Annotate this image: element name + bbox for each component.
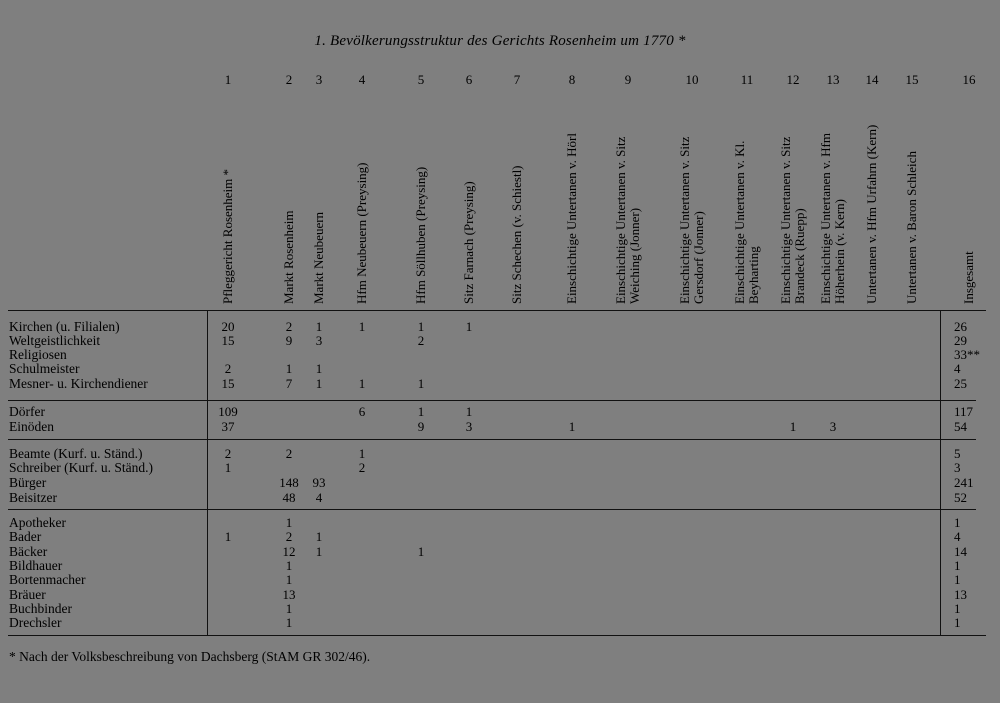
- table-rule: [8, 635, 986, 636]
- column-header: [565, 133, 579, 304]
- column-header-line: Sitz Schechen (v. Schiestl): [509, 165, 524, 304]
- column-header-line: Einschichtige Untertanen v. Sitz: [778, 136, 793, 304]
- table-cell: 37: [221, 419, 235, 434]
- total-cell: 1: [954, 558, 961, 573]
- row-label: Drechsler: [9, 615, 62, 630]
- column-header: [678, 137, 706, 304]
- table-cell: 1: [417, 376, 425, 391]
- table-cell: 1: [358, 319, 366, 334]
- table-cell: 48: [282, 490, 296, 505]
- column-number: 3: [315, 72, 323, 87]
- column-header: [733, 141, 761, 304]
- table-cell: 2: [285, 319, 293, 334]
- row-label: Bortenmacher: [9, 572, 86, 587]
- row-label: Bürger: [9, 475, 47, 490]
- table-cell: 2: [224, 446, 232, 461]
- row-label: Bader: [9, 529, 42, 544]
- table-cell: 109: [218, 404, 238, 419]
- row-label: Bäcker: [9, 544, 48, 559]
- total-cell: 52: [954, 490, 967, 505]
- table-cell: 1: [224, 460, 232, 475]
- table-cell: 1: [417, 544, 425, 559]
- column-number: 7: [513, 72, 521, 87]
- table-cell: 1: [568, 419, 576, 434]
- table-cell: 1: [285, 361, 293, 376]
- column-header: [510, 165, 524, 304]
- table-cell: 4: [315, 490, 323, 505]
- table-rule: [8, 509, 976, 510]
- row-label: Beisitzer: [9, 490, 57, 505]
- column-number: 15: [905, 72, 919, 87]
- row-label: Bräuer: [9, 587, 46, 602]
- total-cell: 4: [954, 529, 961, 544]
- table-cell: 1: [224, 529, 232, 544]
- row-label: Dörfer: [9, 404, 45, 419]
- table-cell: 1: [358, 376, 366, 391]
- table-cell: 1: [285, 572, 293, 587]
- table-cell: 3: [829, 419, 837, 434]
- column-header-line: Hfm Söllhuben (Preysing): [413, 166, 428, 304]
- table-cell: 1: [315, 361, 323, 376]
- table-cell: 12: [282, 544, 296, 559]
- table-cell: 1: [417, 404, 425, 419]
- table-cell: 15: [221, 333, 235, 348]
- column-header: [282, 210, 296, 304]
- row-label: Bildhauer: [9, 558, 63, 573]
- column-number: 6: [465, 72, 473, 87]
- total-cell: 29: [954, 333, 967, 348]
- row-label: Schulmeister: [9, 361, 80, 376]
- column-header: [779, 137, 807, 304]
- table-cell: 1: [358, 446, 366, 461]
- column-header-line: Einschichtige Untertanen v. Sitz: [677, 136, 692, 304]
- row-label: Apotheker: [9, 515, 66, 530]
- row-label: Buchbinder: [9, 601, 72, 616]
- table-cell: 1: [465, 404, 473, 419]
- column-header-line: Beyharting: [746, 246, 761, 304]
- row-label: Religiosen: [9, 347, 67, 362]
- column-header-line: Weiching (Jonner): [627, 207, 642, 304]
- table-cell: 2: [285, 446, 293, 461]
- total-cell: 26: [954, 319, 967, 334]
- table-cell: 9: [417, 419, 425, 434]
- column-header: [905, 151, 919, 304]
- table-rule: [8, 439, 976, 440]
- total-cell: 1: [954, 615, 961, 630]
- column-number: 8: [568, 72, 576, 87]
- table-cell: 20: [221, 319, 235, 334]
- table-cell: 1: [285, 601, 293, 616]
- column-header-line: Untertanen v. Baron Schleich: [904, 151, 919, 304]
- table-cell: 2: [224, 361, 232, 376]
- column-header-line: Einschichtige Untertanen v. Kl.: [732, 140, 747, 304]
- row-label: Kirchen (u. Filialen): [9, 319, 120, 334]
- column-header-line: Sitz Farnach (Preysing): [461, 181, 476, 304]
- table-cell: 3: [465, 419, 473, 434]
- table-cell: 1: [465, 319, 473, 334]
- column-header: [312, 212, 326, 304]
- total-cell: 13: [954, 587, 967, 602]
- total-cell: 33**: [954, 347, 980, 362]
- column-header: [414, 167, 428, 304]
- row-label: Schreiber (Kurf. u. Ständ.): [9, 460, 153, 475]
- column-header-line: Höherhein (v. Kern): [832, 199, 847, 304]
- column-header-line: Untertanen v. Hfm Urfahrn (Kern): [864, 124, 879, 304]
- table-cell: 13: [282, 587, 296, 602]
- total-cell: 5: [954, 446, 961, 461]
- column-header-line: Brandeck (Ruepp): [792, 208, 807, 304]
- column-number: 2: [285, 72, 293, 87]
- table-cell: 6: [358, 404, 366, 419]
- column-header-line: Insgesamt: [961, 251, 976, 304]
- column-number: 10: [685, 72, 699, 87]
- total-cell: 14: [954, 544, 967, 559]
- column-header-line: Hfm Neubeuern (Preysing): [354, 162, 369, 304]
- column-header: [462, 181, 476, 304]
- column-number: 12: [786, 72, 800, 87]
- column-header-line: Markt Neubeuern: [311, 211, 326, 304]
- total-cell: 1: [954, 515, 961, 530]
- footnote: * Nach der Volksbeschreibung von Dachsberg (StAM GR 302/46).: [9, 649, 371, 664]
- table-cell: 7: [285, 376, 293, 391]
- column-number: 4: [358, 72, 366, 87]
- total-cell: 117: [954, 404, 974, 419]
- column-header: [865, 125, 879, 304]
- row-label: Einöden: [9, 419, 54, 434]
- table-cell: 93: [312, 475, 326, 490]
- column-number: 14: [865, 72, 879, 87]
- total-cell: 3: [954, 460, 961, 475]
- table-title: 1. Bevölkerungsstruktur des Gerichts Rosenheim um 1770 *: [314, 33, 686, 49]
- table-cell: 1: [417, 319, 425, 334]
- column-number: 16: [962, 72, 976, 87]
- column-header: [355, 162, 369, 304]
- column-header-line: Pfleggericht Rosenheim *: [220, 168, 235, 304]
- total-cell: 1: [954, 572, 961, 587]
- column-number: 1: [224, 72, 232, 87]
- table-cell: 1: [789, 419, 797, 434]
- column-header-line: Gersdorf (Jonner): [691, 211, 706, 304]
- column-number: 5: [417, 72, 425, 87]
- column-header-line: Einschichtige Untertanen v. Hfm: [818, 133, 833, 304]
- table-rule: [8, 310, 986, 311]
- table-cell: 2: [417, 333, 425, 348]
- table-cell: 1: [285, 515, 293, 530]
- table-cell: 1: [315, 376, 323, 391]
- column-header-line: Markt Rosenheim: [281, 210, 296, 304]
- table-cell: 3: [315, 333, 323, 348]
- table-cell: 1: [315, 319, 323, 334]
- table-divider: [207, 310, 208, 635]
- total-cell: 54: [954, 419, 967, 434]
- table-cell: 1: [315, 529, 323, 544]
- total-cell: 4: [954, 361, 961, 376]
- table-cell: 148: [279, 475, 299, 490]
- table-cell: 2: [358, 460, 366, 475]
- row-label: Beamte (Kurf. u. Ständ.): [9, 446, 143, 461]
- table-cell: 1: [315, 544, 323, 559]
- column-header: [614, 137, 642, 304]
- column-header: [819, 133, 847, 304]
- column-number: 11: [740, 72, 754, 87]
- column-header-line: Einschichtige Untertanen v. Sitz: [613, 136, 628, 304]
- total-cell: 25: [954, 376, 967, 391]
- column-header: [221, 169, 235, 304]
- total-cell: 1: [954, 601, 961, 616]
- table-cell: 1: [285, 615, 293, 630]
- column-header-line: Einschichtige Untertanen v. Hörl: [564, 133, 579, 304]
- table-cell: 9: [285, 333, 293, 348]
- table-cell: 2: [285, 529, 293, 544]
- total-cell: 241: [954, 475, 974, 490]
- table-cell: 1: [285, 558, 293, 573]
- table-cell: 15: [221, 376, 235, 391]
- column-number: 13: [826, 72, 840, 87]
- row-label: Mesner- u. Kirchendiener: [9, 376, 148, 391]
- table-rule: [8, 400, 976, 401]
- row-label: Weltgeistlichkeit: [9, 333, 101, 348]
- table-divider: [940, 310, 941, 635]
- column-number: 9: [624, 72, 632, 87]
- column-header: [962, 251, 976, 304]
